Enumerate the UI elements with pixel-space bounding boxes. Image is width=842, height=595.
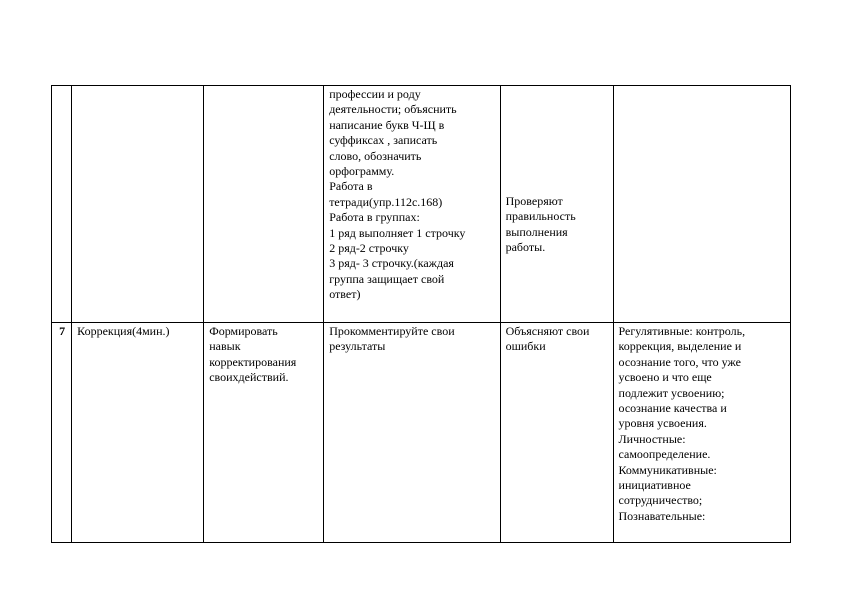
- text-line: коррекция, выделение и: [618, 339, 742, 354]
- cell-teacher-activity: [324, 86, 500, 323]
- text-line: профессии и роду: [329, 87, 421, 101]
- text-line: орфограмму.: [329, 164, 395, 179]
- text-line: осознание качества и: [618, 401, 727, 416]
- text-line: Формировать: [209, 324, 278, 338]
- cell-spacer: [506, 87, 608, 194]
- cell-uud-empty: [613, 86, 790, 323]
- cell-teacher-activity: [324, 323, 500, 543]
- text-line: инициативное: [618, 478, 691, 493]
- text-line: Работа в группах:: [329, 210, 420, 225]
- text-line: работы.: [505, 240, 546, 255]
- text-line: группа защищает свой: [329, 271, 445, 286]
- lesson-plan-table: [51, 85, 791, 543]
- text-line: написание букв Ч-Щ в: [329, 117, 445, 132]
- text-line: своихдействий.: [209, 370, 289, 385]
- text-line: Регулятивные: контроль,: [618, 324, 746, 338]
- text-line: суффиксах , записать: [329, 133, 438, 148]
- cell-goal: [204, 323, 324, 543]
- cell-row-number: 7: [52, 323, 72, 543]
- text-line: Проверяют: [505, 194, 563, 208]
- cell-goal-empty: [204, 86, 324, 323]
- text-line: тетради(упр.112с.168): [329, 194, 443, 209]
- text-line: выполнения: [505, 224, 568, 239]
- text-line: Личностные:: [618, 431, 686, 446]
- cell-uud: [613, 323, 790, 543]
- cell-student-activity: [500, 323, 613, 543]
- text-line: 1 ряд выполняет 1 строчку: [329, 225, 466, 240]
- text-line: корректирования: [209, 354, 297, 369]
- text-line: осознание того, что уже: [618, 354, 741, 369]
- text-line: Познавательные:: [618, 508, 706, 523]
- text-line: Объясняют свои: [505, 324, 590, 338]
- cell-stage: [72, 323, 204, 543]
- text-line: Коммуникативные:: [618, 462, 717, 477]
- text-line: усвоено и что еще: [618, 370, 712, 385]
- cell-stage-empty: [72, 86, 204, 323]
- table-row-7: [52, 323, 791, 543]
- text-line: навык: [209, 339, 241, 354]
- text-line: самоопределение.: [618, 447, 711, 462]
- text-line: деятельности; объяснить: [329, 102, 457, 117]
- text-line: 2 ряд-2 строчку: [329, 241, 409, 256]
- text-line: результаты: [329, 339, 386, 354]
- cell-number-empty: [52, 86, 72, 323]
- text-line: правильность: [505, 209, 576, 224]
- text-line: слово, обозначить: [329, 148, 422, 163]
- text-line: Работа в: [329, 179, 373, 194]
- table-row-continued: [52, 86, 791, 323]
- text-line: подлежит усвоению;: [618, 385, 725, 400]
- stage-label: Коррекция(4мин.): [77, 324, 170, 338]
- text-line: Прокомментируйте свои: [329, 324, 455, 338]
- text-line: 3 ряд- 3 строчку.(каждая: [329, 256, 454, 271]
- text-line: ответ): [329, 287, 361, 302]
- text-line: уровня усвоения.: [618, 416, 707, 431]
- cell-student-activity: [500, 86, 613, 323]
- text-line: сотрудничество;: [618, 493, 703, 508]
- text-line: ошибки: [505, 339, 546, 354]
